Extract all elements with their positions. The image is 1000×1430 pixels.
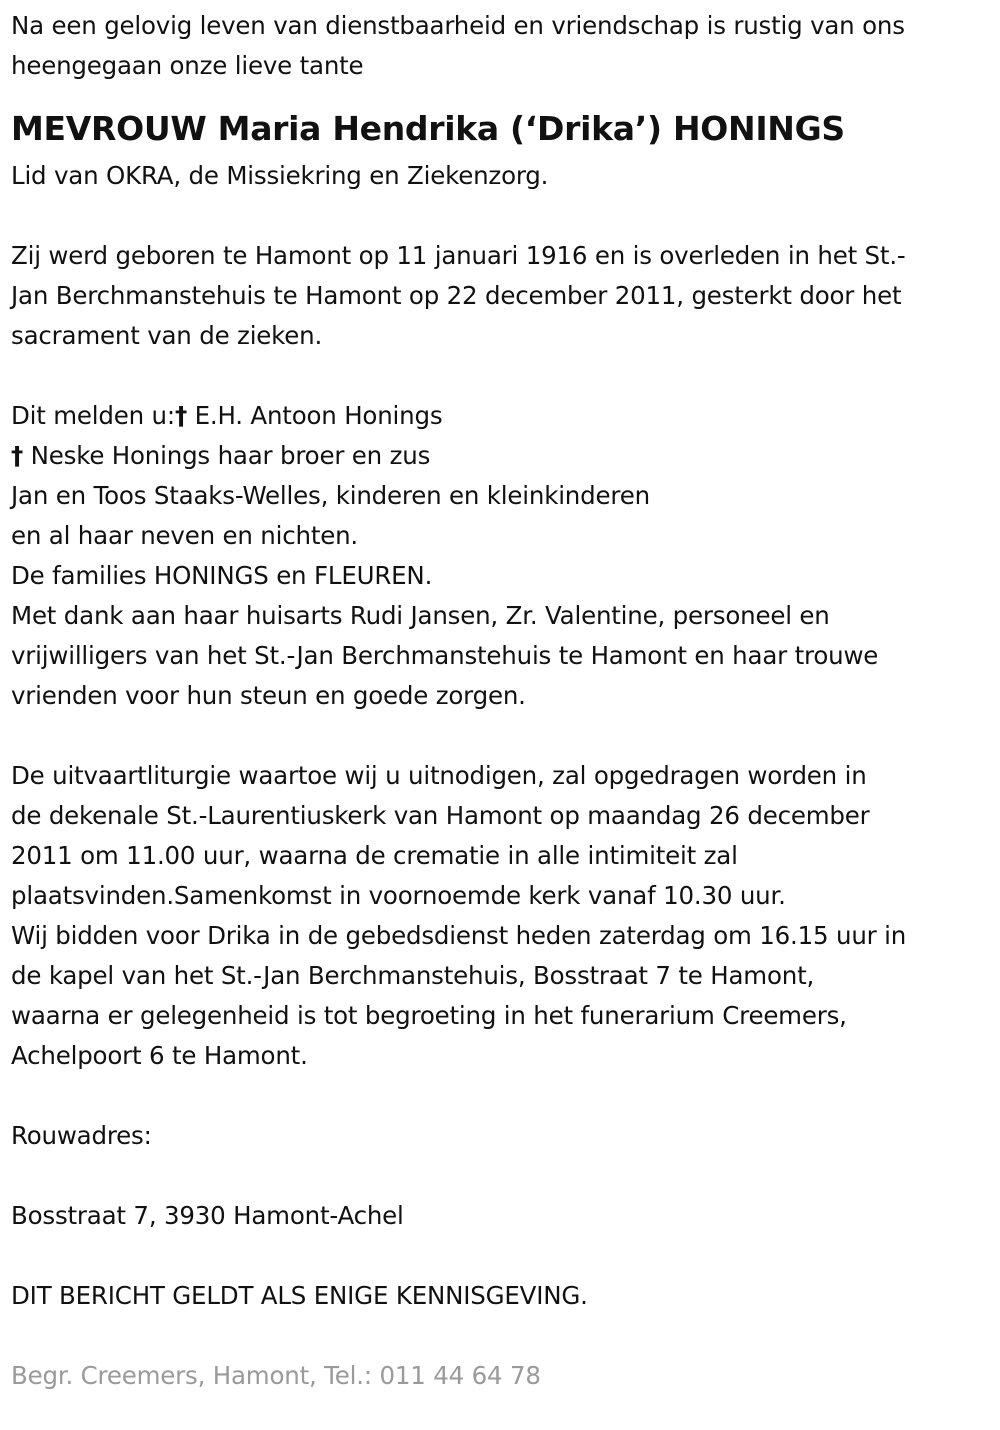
address: Bosstraat 7, 3930 Hamont-Achel [11,1201,404,1230]
funeral-paragraph [11,756,995,1076]
prayer-line: Achelpoort 6 te Hamont. [11,1041,308,1070]
announced-by-line: en al haar neven en nichten. [11,521,359,550]
spacer [11,196,995,236]
birth-death-line: Zij werd geboren te Hamont op 11 januari 1916 en is overleden in het St.- [11,241,906,270]
relative-name: E.H. Antoon Honings [187,401,443,430]
cross-icon: † [11,441,24,470]
announced-by-line: Jan en Toos Staaks-Welles, kinderen en kleinkinderen [11,481,650,510]
intro-paragraph [11,6,995,86]
membership-line: Lid van OKRA, de Missiekring en Ziekenzorg. [11,161,549,190]
announced-by-line [11,396,995,436]
spacer [11,716,995,756]
notice-statement: DIT BERICHT GELDT ALS ENIGE KENNISGEVING. [11,1281,588,1310]
birth-death-line: sacrament van de zieken. [11,321,323,350]
spacer [11,1236,995,1276]
cross-icon: † [174,401,187,430]
thanks-line: Met dank aan haar huisarts Rudi Jansen, Zr. Valentine, personeel en [11,601,830,630]
announced-by-line: De families HONINGS en FLEUREN. [11,561,433,590]
funeral-line: de dekenale St.-Laurentiuskerk van Hamont op maandag 26 december [11,801,870,830]
relative-name: Neske Honings haar broer en zus [23,441,431,470]
undertaker-footer: Begr. Creemers, Hamont, Tel.: 011 44 64 78 [11,1361,541,1390]
thanks-line: vrienden voor hun steun en goede zorgen. [11,681,526,710]
obituary-notice [11,6,995,1396]
prayer-line: de kapel van het St.-Jan Berchmanstehuis, Bosstraat 7 te Hamont, [11,961,815,990]
intro-line: heengegaan onze lieve tante [11,51,364,80]
birth-death-line: Jan Berchmanstehuis te Hamont op 22 december 2011, gesterkt door het [11,281,902,310]
spacer [11,356,995,396]
spacer [11,1076,995,1116]
announced-by-prefix: Dit melden u: [11,401,175,430]
prayer-line: Wij bidden voor Drika in de gebedsdienst heden zaterdag om 16.15 uur in [11,921,907,950]
thanks-line: vrijwilligers van het St.-Jan Berchmanstehuis te Hamont en haar trouwe [11,641,879,670]
announced-by-paragraph [11,396,995,716]
announced-by-line [11,436,995,476]
funeral-line: 2011 om 11.00 uur, waarna de crematie in alle intimiteit zal [11,841,738,870]
deceased-name: MEVROUW Maria Hendrika (‘Drika’) HONINGS [11,109,845,148]
funeral-line: De uitvaartliturgie waartoe wij u uitnodigen, zal opgedragen worden in [11,761,867,790]
prayer-line: waarna er gelegenheid is tot begroeting in het funerarium Creemers, [11,1001,847,1030]
address-label: Rouwadres: [11,1121,152,1150]
intro-line: Na een gelovig leven van dienstbaarheid en vriendschap is rustig van ons [11,11,905,40]
birth-death-paragraph [11,236,995,356]
spacer [11,1316,995,1356]
spacer [11,1156,995,1196]
funeral-line: plaatsvinden.Samenkomst in voornoemde kerk vanaf 10.30 uur. [11,881,786,910]
